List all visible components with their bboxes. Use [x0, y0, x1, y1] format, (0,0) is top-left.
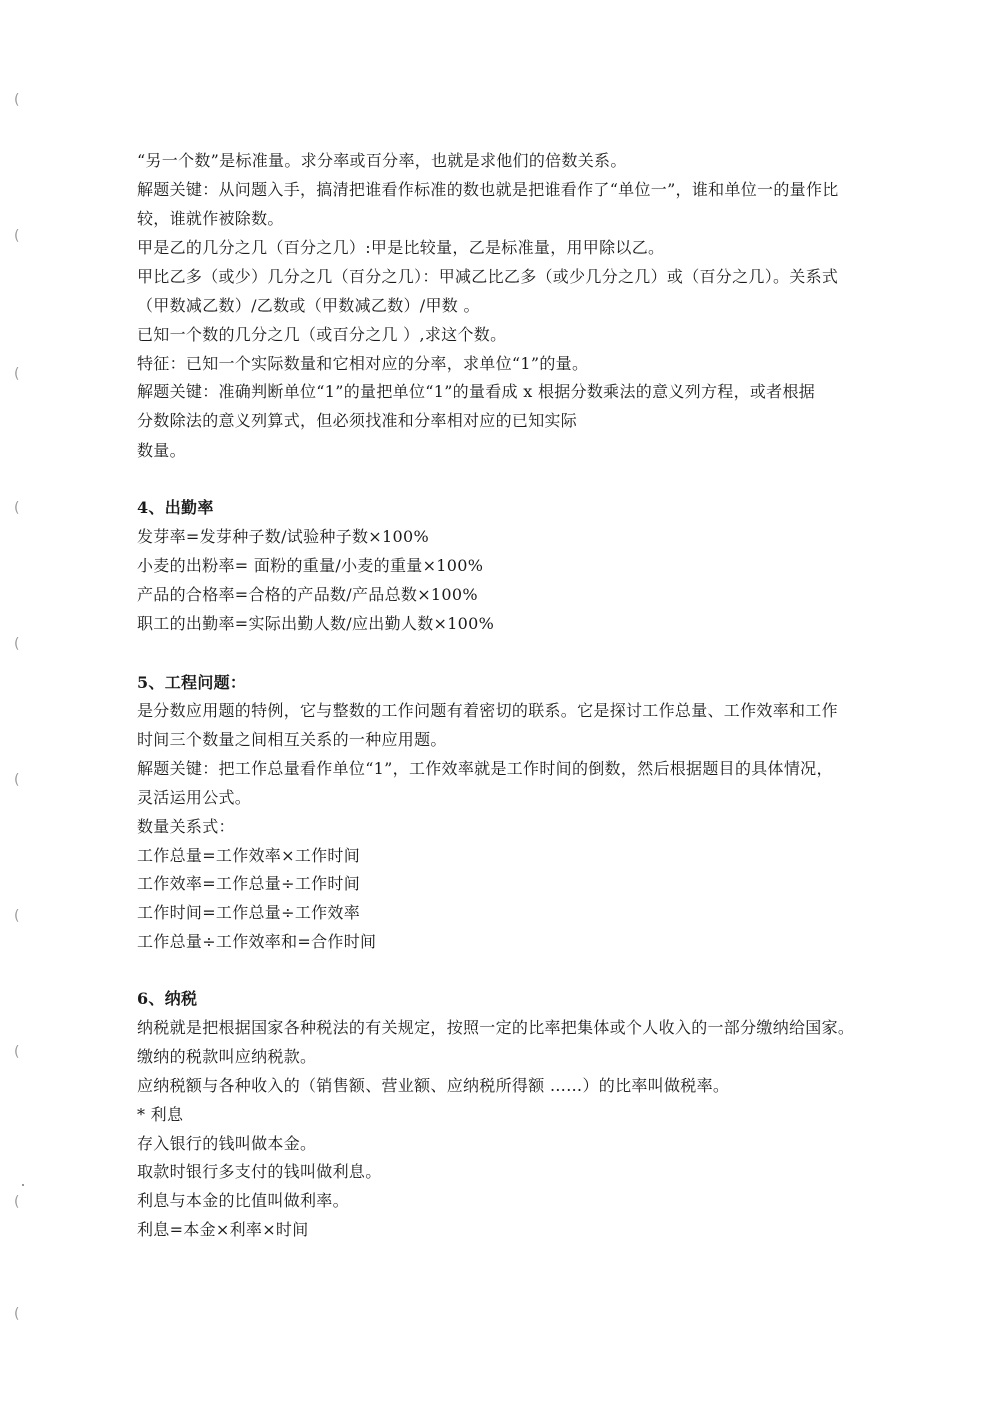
text-line: 纳税就是把根据国家各种税法的有关规定，按照一定的比率把集体或个人收入的一部分缴纳给国家。 [137, 1018, 855, 1037]
margin-mark: ( [14, 772, 20, 788]
text-line: 时间三个数量之间相互关系的一种应用题。 [137, 730, 447, 749]
text-line: 缴纳的税款叫应纳税款。 [137, 1047, 317, 1066]
text-line: 应纳税额与各种收入的（销售额、营业额、应纳税所得额 ……）的比率叫做税率。 [137, 1076, 730, 1095]
margin-mark: ( [14, 228, 20, 244]
text-line: 解题关键：从问题入手，搞清把谁看作标准的数也就是把谁看作了“单位一”，谁和单位一的量作比 [137, 180, 839, 199]
formula-line: 工作总量÷工作效率和=合作时间 [137, 932, 377, 951]
formula-line: 工作总量=工作效率×工作时间 [137, 846, 361, 865]
section-heading: 4、出勤率 [137, 498, 214, 517]
section-heading: 6、纳税 [137, 989, 198, 1008]
scan-speck [22, 1184, 24, 1186]
margin-mark: ( [14, 1194, 20, 1210]
text-line: 利息与本金的比值叫做利率。 [137, 1191, 349, 1210]
text-line: * 利息 [137, 1105, 184, 1124]
formula-line: 职工的出勤率=实际出勤人数/应出勤人数×100% [137, 614, 495, 633]
text-line: 甲比乙多（或少）几分之几（百分之几）：甲减乙比乙多（或少几分之几）或（百分之几）。关系式 [137, 267, 839, 286]
margin-mark: ( [14, 366, 20, 382]
margin-mark: ( [14, 92, 20, 108]
text-line: 较，谁就作被除数。 [137, 209, 284, 228]
text-line: 甲是乙的几分之几（百分之几）:甲是比较量，乙是标准量，用甲除以乙。 [137, 238, 665, 257]
text-line: “另一个数”是标准量。求分率或百分率，也就是求他们的倍数关系。 [137, 151, 627, 170]
text-line: 解题关键：把工作总量看作单位“1”，工作效率就是工作时间的倒数，然后根据题目的具体情况， [137, 759, 833, 778]
margin-mark: ( [14, 1306, 20, 1322]
formula-line: 工作效率=工作总量÷工作时间 [137, 874, 361, 893]
formula-line: 工作时间=工作总量÷工作效率 [137, 903, 361, 922]
text-line: 是分数应用题的特例，它与整数的工作问题有着密切的联系。它是探讨工作总量、工作效率和工作 [137, 701, 838, 720]
margin-mark: ( [14, 500, 20, 516]
text-line: 特征：已知一个实际数量和它相对应的分率，求单位“1”的量。 [137, 354, 589, 373]
formula-line: 利息=本金×利率×时间 [137, 1220, 309, 1239]
text-line: 存入银行的钱叫做本金。 [137, 1134, 317, 1153]
formula-line: 发芽率=发芽种子数/试验种子数×100% [137, 527, 429, 546]
formula-line: 小麦的出粉率= 面粉的重量/小麦的重量×100% [137, 556, 484, 575]
text-line: 分数除法的意义列算式，但必须找准和分率相对应的已知实际 [137, 411, 578, 430]
text-line: 数量关系式： [137, 817, 235, 836]
text-line: 已知一个数的几分之几（或百分之几 ）,求这个数。 [137, 325, 507, 344]
text-line: 取款时银行多支付的钱叫做利息。 [137, 1162, 382, 1181]
text-line: （甲数减乙数）/乙数或（甲数减乙数）/甲数 。 [137, 296, 480, 315]
formula-line: 产品的合格率=合格的产品数/产品总数×100% [137, 585, 478, 604]
text-line: 灵活运用公式。 [137, 788, 252, 807]
margin-mark: ( [14, 636, 20, 652]
section-heading: 5、工程问题： [137, 673, 247, 692]
text-line: 解题关键：准确判断单位“1”的量把单位“1”的量看成 x 根据分数乘法的意义列方程，或者根据 [137, 382, 816, 401]
margin-mark: ( [14, 908, 20, 924]
text-line: 数量。 [137, 441, 186, 460]
margin-mark: ( [14, 1044, 20, 1060]
